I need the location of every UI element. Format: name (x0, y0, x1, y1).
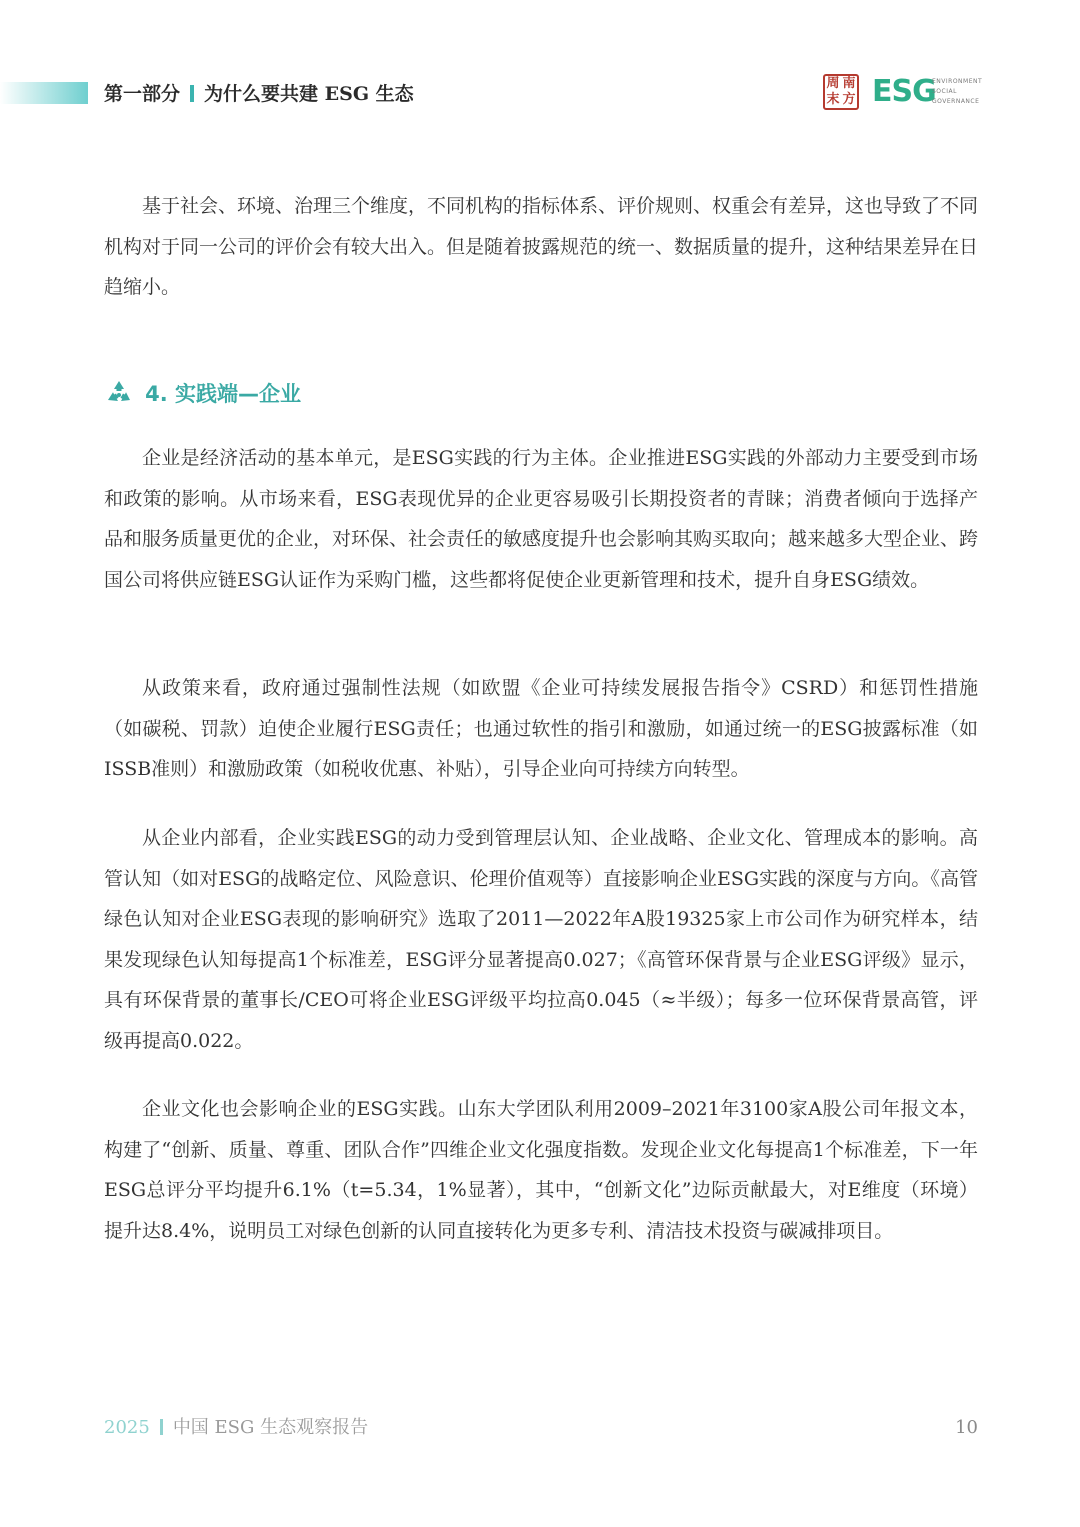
part-label: 第一部分 (104, 83, 181, 105)
seal-char-3: 末 (826, 92, 840, 107)
paragraph-1: 企业是经济活动的基本单元，是ESG实践的行为主体。企业推进ESG实践的外部动力主要受到市场和政策的影响。从市场来看，ESG表现优异的企业更容易吸引长期投资者的青睐；消费者倾向于选择产品和服务质量更优的企业，对环保、社会责任的敏感度提升也会影响其购买取向；越来越多大型企业、跨国公司将供应链ESG认证作为采购门槛，这些都将促使企业更新管理和技术，提升自身ESG绩效。 (104, 447, 979, 591)
seal-char-4: 方 (842, 92, 856, 107)
page-number: 10 (955, 1417, 978, 1438)
footer-title: 中国 ESG 生态观察报告 (172, 1417, 369, 1438)
logo-word-social: SOCIAL (932, 88, 957, 95)
seal-char-1: 周 (826, 76, 840, 91)
footer-separator (160, 1419, 163, 1435)
header-separator (190, 85, 194, 102)
seal-char-2: 南 (842, 76, 856, 91)
seal-logo (823, 74, 859, 110)
section-heading (104, 378, 301, 414)
paragraph-3: 从企业内部看，企业实践ESG的动力受到管理层认知、企业战略、企业文化、管理成本的影响。高管认知（如对ESG的战略定位、风险意识、伦理价值观等）直接影响企业ESG实践的深度与方向。《高管绿色认知对企业ESG表现的影响研究》选取了2011—2022年A股19325家上市公司作为研究样本，结果发现绿色认知每提高1个标准差，ESG评分显著提高0.027；《高管环保背景与企业ESG评级》显示，具有环保背景的董事长/CEO可将企业ESG评级平均拉高0.045（≈半级）；每多一位环保背景高管，评级再提高0.022。 (104, 827, 978, 1052)
paragraph-4: 企业文化也会影响企业的ESG实践。山东大学团队利用2009–2021年3100家A股公司年报文本，构建了“创新、质量、尊重、团队合作”四维企业文化强度指数。发现企业文化每提高1个标准差，下一年ESG总评分平均提升6.1%（t=5.34，1%显著），其中，“创新文化”边际贡献最大，对E维度（环境）提升达8.4%，说明员工对绿色创新的认同直接转化为更多专利、清洁技术投资与碳减排项目。 (104, 1098, 978, 1242)
recycle-icon (104, 378, 134, 408)
esg-logo (872, 74, 983, 110)
footer-year: 2025 (104, 1417, 150, 1438)
logo-word-governance: GOVERNANCE (932, 98, 980, 105)
part-subtitle: 为什么要共建 ESG 生态 (204, 83, 414, 105)
section-title: 4. 实践端—企业 (145, 382, 301, 406)
header-title (104, 80, 414, 108)
paragraph-intro: 基于社会、环境、治理三个维度，不同机构的指标体系、评价规则、权重会有差异，这也导致了不同机构对于同一公司的评价会有较大出入。但是随着披露规范的统一、数据质量的提升，这种结果差异在日趋缩小。 (104, 195, 979, 298)
esg-logo-mark: ESG (872, 74, 936, 109)
footer (104, 1414, 368, 1442)
header-accent-bar (0, 82, 88, 104)
esg-logo-words (932, 77, 982, 107)
logo-word-environment: ENVIRONMENT (932, 78, 983, 85)
paragraph-2: 从政策来看，政府通过强制性法规（如欧盟《企业可持续发展报告指令》CSRD）和惩罚性措施（如碳税、罚款）迫使企业履行ESG责任；也通过软性的指引和激励，如通过统一的ESG披露标准（如ISSB准则）和激励政策（如税收优惠、补贴），引导企业向可持续方向转型。 (104, 677, 978, 780)
